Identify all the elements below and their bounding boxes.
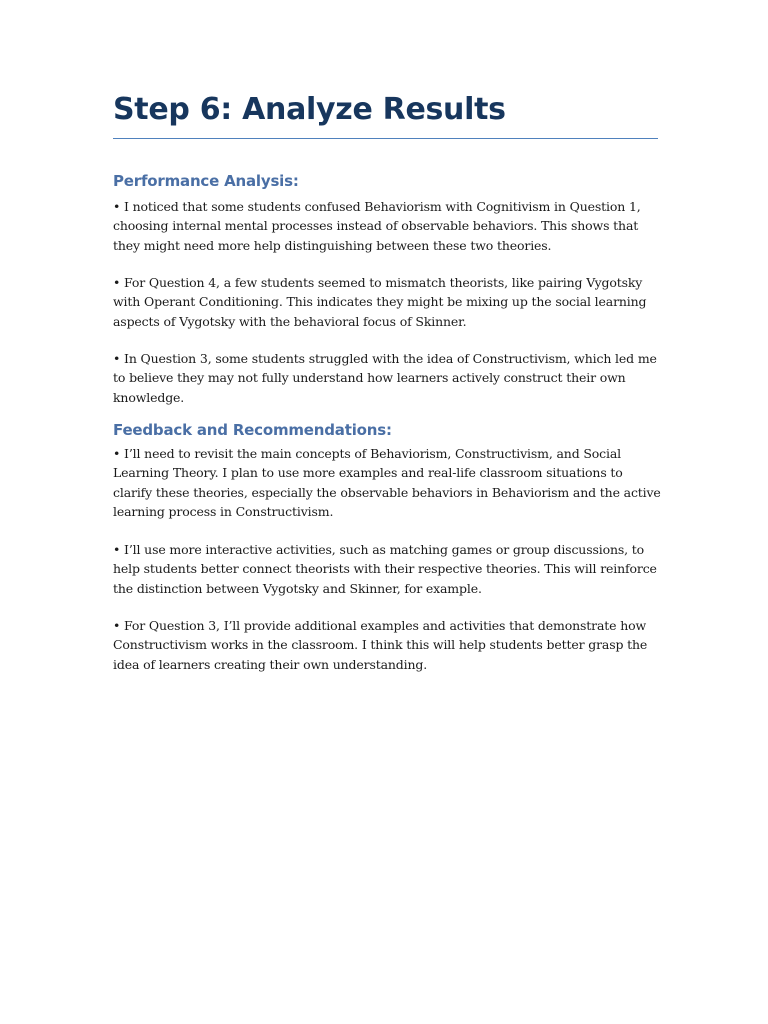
paragraph: • I’ll use more interactive activities, such as matching games or group discussions, to help students better connect theorists with their respective theories. This will reinforce the distinction between Vygotsky and Skinner, for example. [113, 542, 657, 596]
page-title: Step 6: Analyze Results [113, 92, 658, 139]
paragraph: • For Question 3, I’ll provide additional examples and activities that demonstrate how Constructivism works in the classroom. I think this will help students better grasp the idea of learners creating their own understanding. [113, 618, 648, 672]
paragraph: • For Question 4, a few students seemed to mismatch theorists, like pairing Vygotsky with Operant Conditioning. This indicates they might be mixing up the social learning aspects of Vygotsky with the behavioral focus of Skinner. [113, 275, 647, 329]
section-heading-performance-analysis: Performance Analysis: [113, 172, 299, 190]
paragraph: • I’ll need to revisit the main concepts of Behaviorism, Constructivism, and Social Learning Theory. I plan to use more examples and real-life classroom situations to clarify these theories, especially the observable behaviors in Behaviorism and the active learning process in Constructivism. [113, 446, 661, 519]
paragraph: • In Question 3, some students struggled with the idea of Constructivism, which led me to believe they may not fully understand how learners actively construct their own knowledge. [113, 351, 657, 405]
section-heading-feedback-recommendations: Feedback and Recommendations: [113, 421, 392, 439]
paragraph: • I noticed that some students confused Behaviorism with Cognitivism in Question 1, choosing internal mental processes instead of observable behaviors. This shows that they might need more help distinguishing between these two theories. [113, 199, 641, 253]
